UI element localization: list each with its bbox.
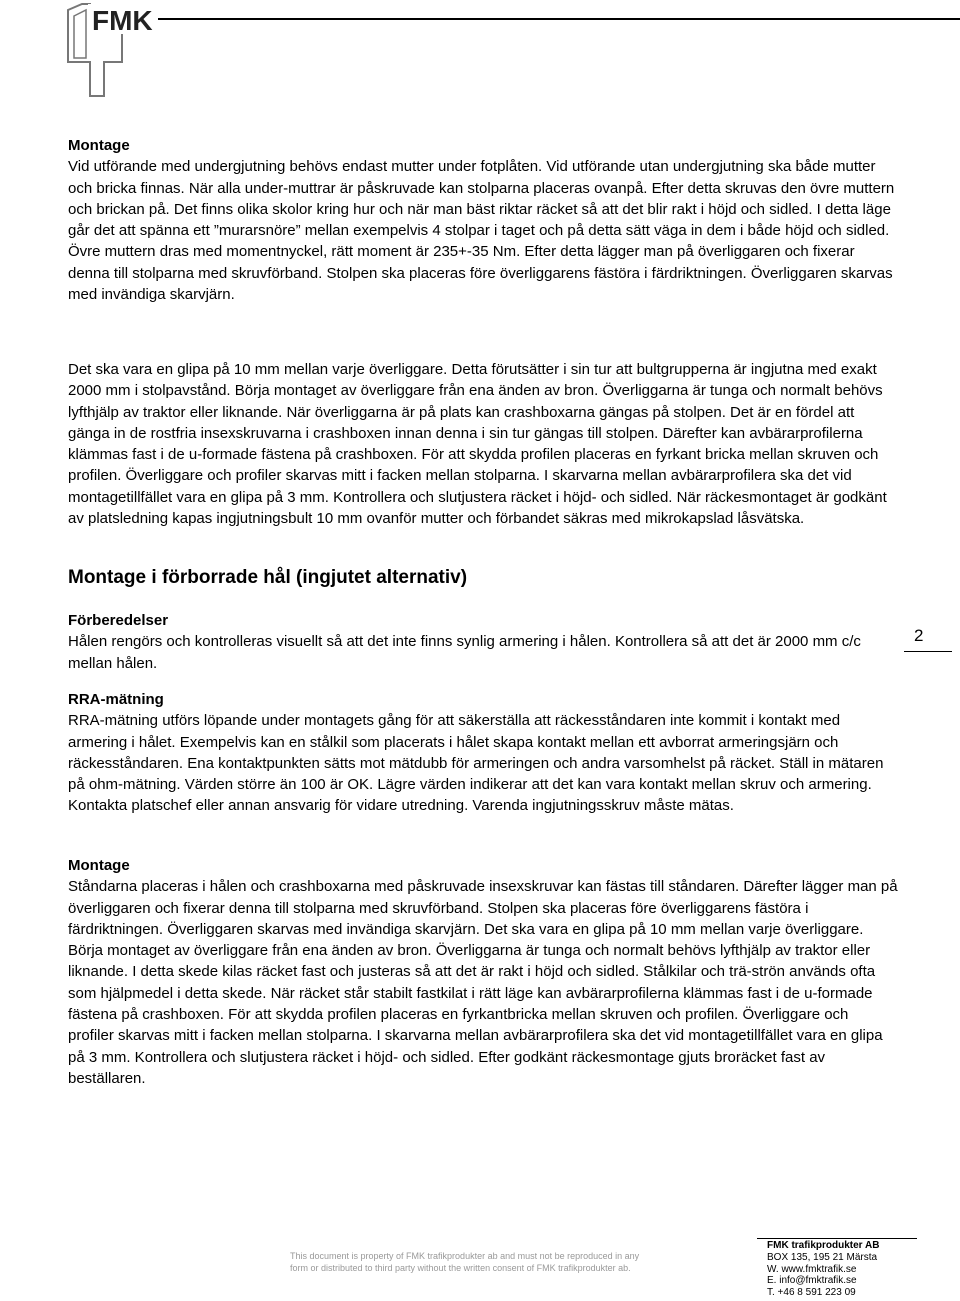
section-glipa xyxy=(68,359,898,529)
section-heading: Förberedelser xyxy=(68,612,169,629)
footer-disclaimer xyxy=(290,1250,670,1274)
section-body: Det ska vara en glipa på 10 mm mellan varje överliggare. Detta förutsätter i sin tur att bultgrupperna är ingjutna med exakt 2000 mm i stolpavstånd. Börja montaget av överliggare från ena änden av bron. Överliggarna är tunga och normalt behövs lyfthjälp av traktor eller liknande. När överliggarna är på plats kan crashboxarna gängas på stolpen. Det är en fördel att gänga in de rostfria insexskruvarna i crashboxen innan denna i sin tur gängas till stolpen. Därefter kan avbärarprofilerna klämmas fast i de u-formade fästena på crashboxen. För att skydda profilen placeras en fyrkant bricka mellan skruven och profilen. Överliggare och profiler skarvas mitt i facken mellan stolparna. I skarvarna mellan avbärarprofilera ska det vid montagetillfället vara en glipa på 3 mm. Kontrollera och slutjustera räcket i höjd- och sidled. När räckesmontaget är godkänt av platsledning kapas ingjutningsbult 10 mm ovanför mutter och förbandet säkras med mikrokapslad låsvätska. xyxy=(68,361,887,528)
page-title: Montage i förborrade hål (ingjutet alternativ) xyxy=(68,567,468,588)
phone-number: T. +46 8 591 223 09 xyxy=(767,1287,856,1299)
header-rule xyxy=(158,18,960,20)
section-heading: Montage xyxy=(68,857,130,874)
email-link[interactable]: E. info@fmktrafik.se xyxy=(767,1275,857,1287)
section-body: RRA-mätning utförs löpande under montagets gång för att säkerställa att räckesståndaren inte kommit i kontakt med armering i hålet. Exempelvis kan en stålkil som placerats i hålet skapa kontakt mellan ett avborrat armeringsjärn och räckesståndaren. Ena kontaktpunkten sätts mot mätdubb för armeringen och andra varsomhelst på räcket. Ställ in mätaren på ohm-mätning. Värden större än 100 är OK. Lägre värden indikerar att det kan vara kontakt mellan skruv och armering. Kontakta platschef eller annan ansvarig för vidare utredning. Varenda ingjutningsskruv måste mätas. xyxy=(68,712,884,815)
postal-address: BOX 135, 195 21 Märsta xyxy=(767,1251,878,1263)
section-montage-1 xyxy=(68,135,898,305)
page-number: 2 xyxy=(914,626,924,645)
section-body: Hålen rengörs och kontrolleras visuellt så att det inte finns synlig armering i hålen. Kontrollera så att det är 2000 mm c/c mellan hålen. xyxy=(68,633,861,672)
section-forberedelser xyxy=(68,610,898,674)
footer-address xyxy=(767,1240,879,1299)
logo-text: FMK xyxy=(92,5,153,36)
company-name: FMK trafikprodukter AB xyxy=(767,1240,880,1251)
section-body: Ståndarna placeras i hålen och crashboxarna med påskruvade insexskruvar kan fästas till ståndaren. Därefter lägger man på överliggaren och fixerar denna till stolparna med skruvförband. Stolpen ska placeras före överliggarens fästöra i färdriktningen. Överliggaren skarvas med invändiga skarvjärn. Det ska vara en glipa på 10 mm mellan varje överliggare. Börja montaget av överliggare från ena änden av bron. Överliggarna är tunga och normalt behövs lyfthjälp av traktor eller liknande. I detta skede kilas räcket fast och justeras så att det är rakt i höjd och sidled. Stålkilar och trä-strön används ofta som hjälpmedel i detta skede. När räcket står stabilt fastkilat i rätt läge kan avbärarprofilerna klämmas fast i de u-formade fästena på crashboxen. För att skydda profilen placeras en fyrkantbricka mellan skruven och profilen. Överliggare och profiler skarvas mitt i facken mellan stolparna. I skarvarna mellan avbärarprofilera ska det vid montagetillfället vara en glipa på 3 mm. Kontrollera och slutjustera räcket i höjd- och sidled. Efter godkänt räckesmontage gjuts broräcket fast av beställaren. xyxy=(68,878,898,1087)
disclaimer-line: This document is property of FMK trafikprodukter ab and must not be reproduced in any xyxy=(290,1251,640,1261)
section-montage-2 xyxy=(68,855,898,1089)
website-link[interactable]: W. www.fmktrafik.se xyxy=(767,1263,857,1275)
footer-rule xyxy=(757,1238,917,1239)
disclaimer-line: form or distributed to third party without the written consent of FMK trafikprodukter ab. xyxy=(290,1263,631,1273)
section-heading: Montage xyxy=(68,137,130,154)
section-body: Vid utförande med undergjutning behövs endast mutter under fotplåten. Vid utförande utan undergjutning ska både mutter och bricka finnas. När alla under-muttrar är påskruvade kan stolparna placeras ovanpå. Efter detta skruvas den övre muttern och brickan på. Det finns olika skolor kring hur och när man bäst riktar räcket så att det blir rakt i höjd och sidled. I detta läge går det att spänna ett ”murarsnöre” mellan exempelvis 4 stolpar i taget och på detta sätt väga in dem i både höjd och sidled. Övre muttern dras med momentnyckel, rätt moment är 235+-35 Nm. Efter detta lägger man på överliggaren och fixerar denna till stolparna med skruvförband. Stolpen ska placeras före överliggarens fästöra i färdriktningen. Överliggaren skarvas med invändiga skarvjärn. xyxy=(68,158,895,304)
page-number-rule xyxy=(904,651,952,652)
section-heading: RRA-mätning xyxy=(68,691,164,708)
fmk-logo xyxy=(60,2,160,100)
section-rra-matning xyxy=(68,689,898,817)
